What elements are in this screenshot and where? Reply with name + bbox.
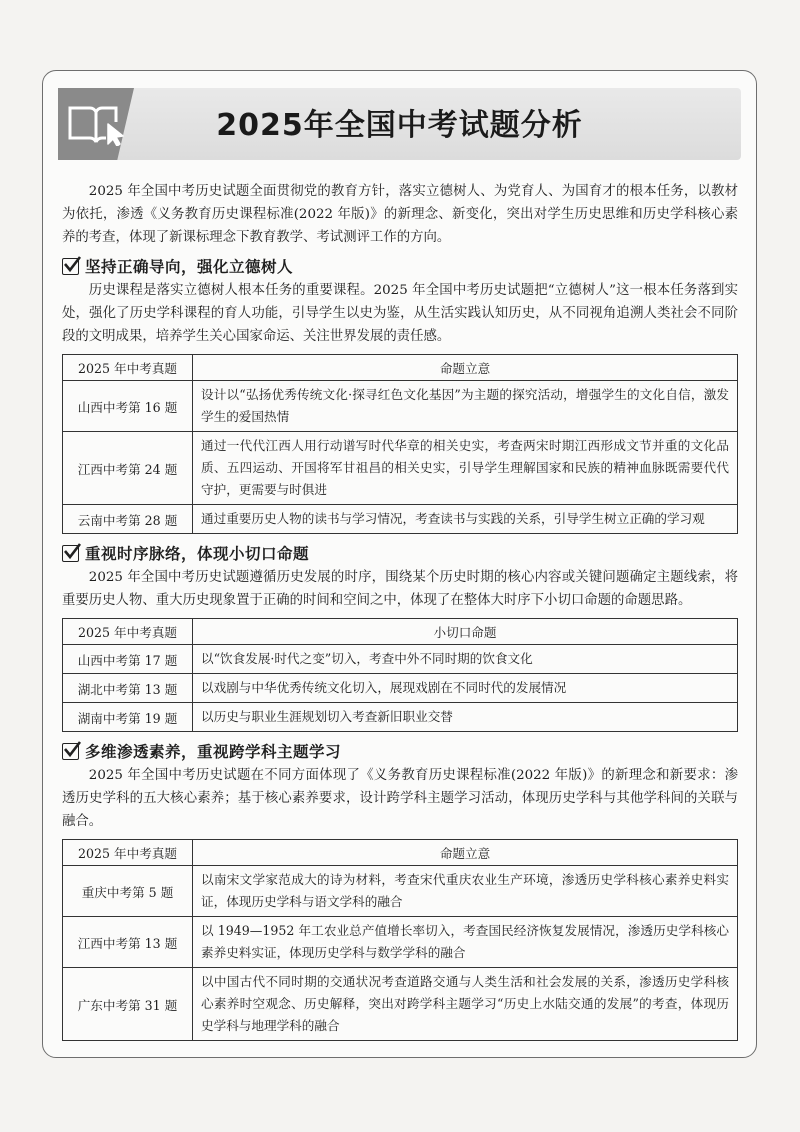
section-heading-3 — [62, 738, 738, 764]
content — [62, 180, 738, 1047]
intro-paragraph: 2025 年全国中考历史试题全面贯彻党的教育方针，落实立德树人、为党育人、为国育才的根本任务，以教材为依托，渗透《义务教育历史课程标准(2022 年版)》的新理念、新变化，突出对学生历史思维和历史学科核心素养的考查，体现了新课标理念下教育教学、考试测评工作的方向。 — [62, 184, 738, 245]
table-header-row — [63, 355, 738, 381]
question-cell: 重庆中考第 5 题 — [63, 866, 193, 917]
table-header: 命题立意 — [193, 355, 738, 381]
table-header: 命题立意 — [193, 840, 738, 866]
description-cell: 以历史与职业生涯规划切入考查新旧职业交替 — [193, 703, 738, 732]
description-cell: 以“饮食发展·时代之变”切入，考查中外不同时期的饮食文化 — [193, 645, 738, 674]
table-header: 2025 年中考真题 — [63, 840, 193, 866]
question-table-1 — [62, 354, 738, 534]
question-cell: 江西中考第 24 题 — [63, 432, 193, 505]
table-row — [63, 432, 738, 505]
section-paragraph: 2025 年全国中考历史试题遵循历史发展的时序，围绕某个历史时期的核心内容或关键问题确定主题线索，将重要历史人物、重大历史现象置于正确的时间和空间之中，体现了在整体大时序下小切口命题的命题思路。 — [62, 570, 738, 608]
table-row — [63, 968, 738, 1041]
table-header-row — [63, 840, 738, 866]
description-cell: 通过一代代江西人用行动谱写时代华章的相关史实，考查两宋时期江西形成文节并重的文化品质、五四运动、开国将军甘祖昌的相关史实，引导学生理解国家和民族的精神血脉既需要代代守护，更需要与时俱进 — [193, 432, 738, 505]
section-paragraph: 历史课程是落实立德树人根本任务的重要课程。2025 年全国中考历史试题把“立德树人”这一根本任务落到实处，强化了历史学科课程的育人功能，引导学生以史为鉴，从生活实践认知历史，从不同视角追溯人类社会不同阶段的文明成果，培养学生关心国家命运、关注世界发展的责任感。 — [62, 283, 738, 344]
table-row — [63, 505, 738, 534]
question-cell: 广东中考第 31 题 — [63, 968, 193, 1041]
table-row — [63, 645, 738, 674]
table-row — [63, 866, 738, 917]
question-cell: 江西中考第 13 题 — [63, 917, 193, 968]
question-cell: 山西中考第 16 题 — [63, 381, 193, 432]
checkbox-icon — [62, 743, 79, 760]
checkbox-icon — [62, 258, 79, 275]
section-heading-2 — [62, 540, 738, 566]
table-row — [63, 917, 738, 968]
question-table-2 — [62, 618, 738, 732]
table-header: 2025 年中考真题 — [63, 619, 193, 645]
section-title: 重视时序脉络，体现小切口命题 — [85, 545, 310, 563]
description-cell: 通过重要历史人物的读书与学习情况，考查读书与实践的关系，引导学生树立正确的学习观 — [193, 505, 738, 534]
description-cell: 以戏剧与中华优秀传统文化切入，展现戏剧在不同时代的发展情况 — [193, 674, 738, 703]
table-row — [63, 381, 738, 432]
question-table-3 — [62, 839, 738, 1041]
checkbox-icon — [62, 545, 79, 562]
question-cell: 山西中考第 17 题 — [63, 645, 193, 674]
table-row — [63, 703, 738, 732]
description-cell: 以南宋文学家范成大的诗为材料，考查宋代重庆农业生产环境，渗透历史学科核心素养史料实证，体现历史学科与语文学科的融合 — [193, 866, 738, 917]
question-cell: 湖北中考第 13 题 — [63, 674, 193, 703]
description-cell: 以 1949—1952 年工农业总产值增长率切入，考查国民经济恢复发展情况，渗透历史学科核心素养史料实证，体现历史学科与数学学科的融合 — [193, 917, 738, 968]
section-title: 多维渗透素养，重视跨学科主题学习 — [85, 743, 342, 761]
table-header-row — [63, 619, 738, 645]
section-title: 坚持正确导向，强化立德树人 — [85, 258, 294, 276]
description-cell: 以中国古代不同时期的交通状况考查道路交通与人类生活和社会发展的关系，渗透历史学科核心素养时空观念、历史解释，突出对跨学科主题学习“历史上水陆交通的发展”的考查，体现历史学科与地理学科的融合 — [193, 968, 738, 1041]
table-header: 2025 年中考真题 — [63, 355, 193, 381]
page-title: 2025年全国中考试题分析 — [216, 108, 583, 143]
table-header: 小切口命题 — [193, 619, 738, 645]
description-cell: 设计以“弘扬优秀传统文化·探寻红色文化基因”为主题的探究活动，增强学生的文化自信，激发学生的爱国热情 — [193, 381, 738, 432]
question-cell: 云南中考第 28 题 — [63, 505, 193, 534]
section-heading-1 — [62, 253, 738, 279]
question-cell: 湖南中考第 19 题 — [63, 703, 193, 732]
title-banner — [58, 88, 741, 160]
table-row — [63, 674, 738, 703]
section-paragraph: 2025 年全国中考历史试题在不同方面体现了《义务教育历史课程标准(2022 年版)》的新理念和新要求：渗透历史学科的五大核心素养；基于核心素养要求，设计跨学科主题学习活动，体现历史学科与其他学科间的关联与融合。 — [62, 768, 738, 829]
